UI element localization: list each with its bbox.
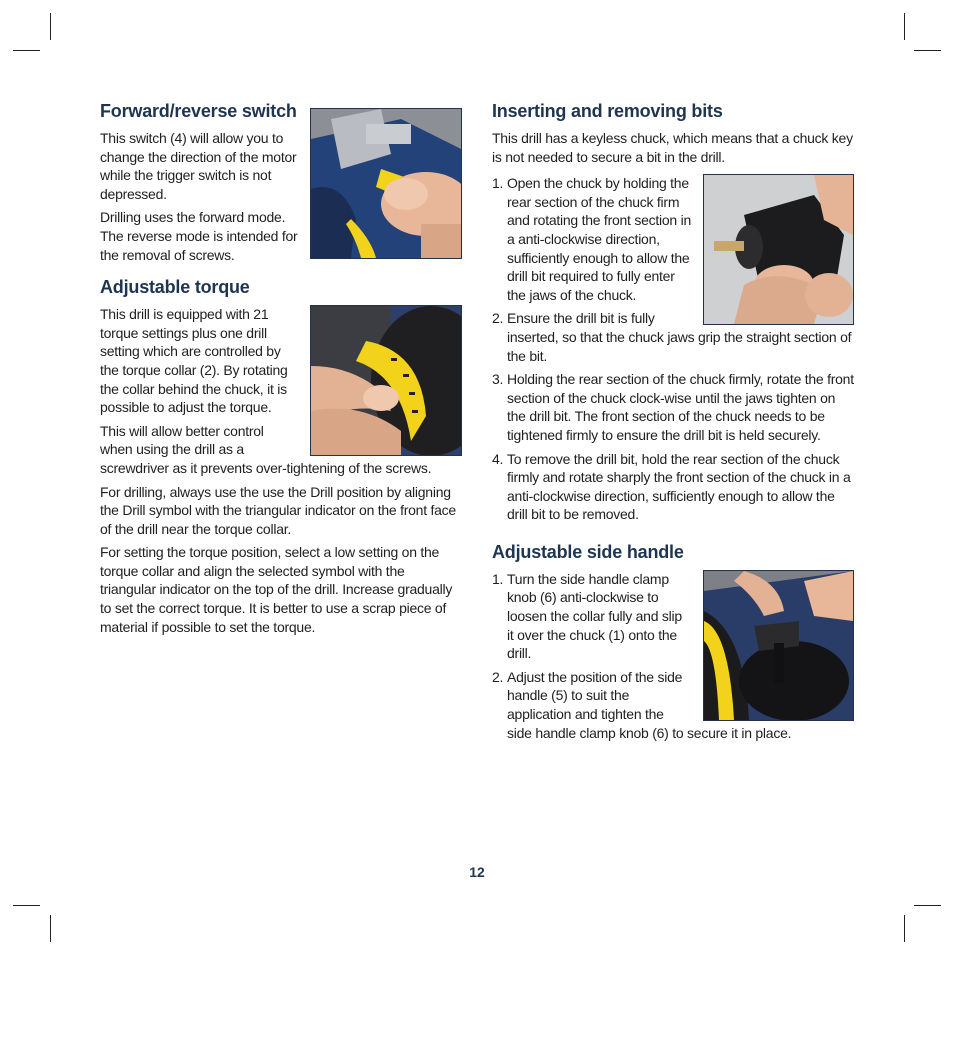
right-column [492, 100, 854, 747]
torque-text-1: This drill is equipped with 21 torque settings plus one drill setting which are controlled by the torque collar (2). By rotating the collar behind the chuck, it is possible to adjust the torque. [100, 306, 288, 416]
forward-reverse-text-2: Drilling uses the forward mode. The reverse mode is intended for the removal of screws. [100, 209, 298, 263]
torque-text-2: This will allow better control when using the drill as a screwdriver as it prevents over-tightening of the screws. [100, 422, 432, 476]
forward-reverse-switch-photo [310, 108, 462, 259]
left-column [100, 100, 462, 641]
crop-mark [904, 13, 905, 40]
list-item: 1. Open the chuck by holding the rear section of the chuck firm and rotating the front section in a anti-clockwise direction, sufficiently enough to allow the drill bit required to fully enter the jaws of the chuck. [492, 175, 691, 303]
crop-mark [904, 915, 905, 942]
inserting-bits-heading: Inserting and removing bits [492, 101, 723, 121]
torque-collar-photo [310, 305, 462, 456]
torque-text-4: For setting the torque position, select a low setting on the torque collar and align the selected symbol with the triangular indicator on the top of the drill. Increase gradually to set the correct torque. It is better to use a scrap piece of material if possible to set the torque. [100, 544, 453, 635]
page-number: 12 [469, 864, 485, 880]
inserting-bits-steps [492, 174, 854, 524]
list-item: 2. Ensure the drill bit is fully inserted, so that the chuck jaws grip the straight section of the bit. [492, 310, 852, 364]
side-handle-steps [492, 570, 854, 742]
list-item: 3. Holding the rear section of the chuck firmly, rotate the front section of the chuck clock-wise until the jaws tighten on the drill bit. The front section of the chuck needs to be tightened firmly to ensure the drill bit is held securely. [492, 371, 854, 443]
list-item: 4. To remove the drill bit, hold the rear section of the chuck firmly and rotate sharply the front section of the chuck in a anti-clockwise direction, sufficiently enough to allow the drill bit to be removed. [492, 450, 851, 523]
forward-reverse-heading: Forward/reverse switch [100, 101, 297, 121]
forward-reverse-text-1: This switch (4) will allow you to change the direction of the motor while the trigger switch is not depressed. [100, 130, 297, 202]
crop-mark [13, 905, 40, 906]
inserting-bits-intro: This drill has a keyless chuck, which means that a chuck key is not needed to secure a bit in the drill. [492, 130, 853, 165]
crop-mark [914, 50, 941, 51]
crop-mark [50, 13, 51, 40]
crop-mark [13, 50, 40, 51]
list-item: 2. Adjust the position of the side handle (5) to suit the application and tighten the side handle clamp knob (6) to secure it in place. [492, 668, 792, 741]
side-handle-heading: Adjustable side handle [492, 541, 684, 562]
list-item: 1. Turn the side handle clamp knob (6) anti-clockwise to loosen the collar fully and slip it over the chuck (1) onto the drill. [492, 570, 682, 662]
torque-text-3: For drilling, always use the use the Drill position by aligning the Drill symbol with the triangular indicator on the front face of the drill near the torque collar. [100, 483, 456, 537]
crop-mark [914, 905, 941, 906]
crop-mark [50, 915, 51, 942]
adjustable-torque-heading: Adjustable torque [100, 277, 250, 298]
